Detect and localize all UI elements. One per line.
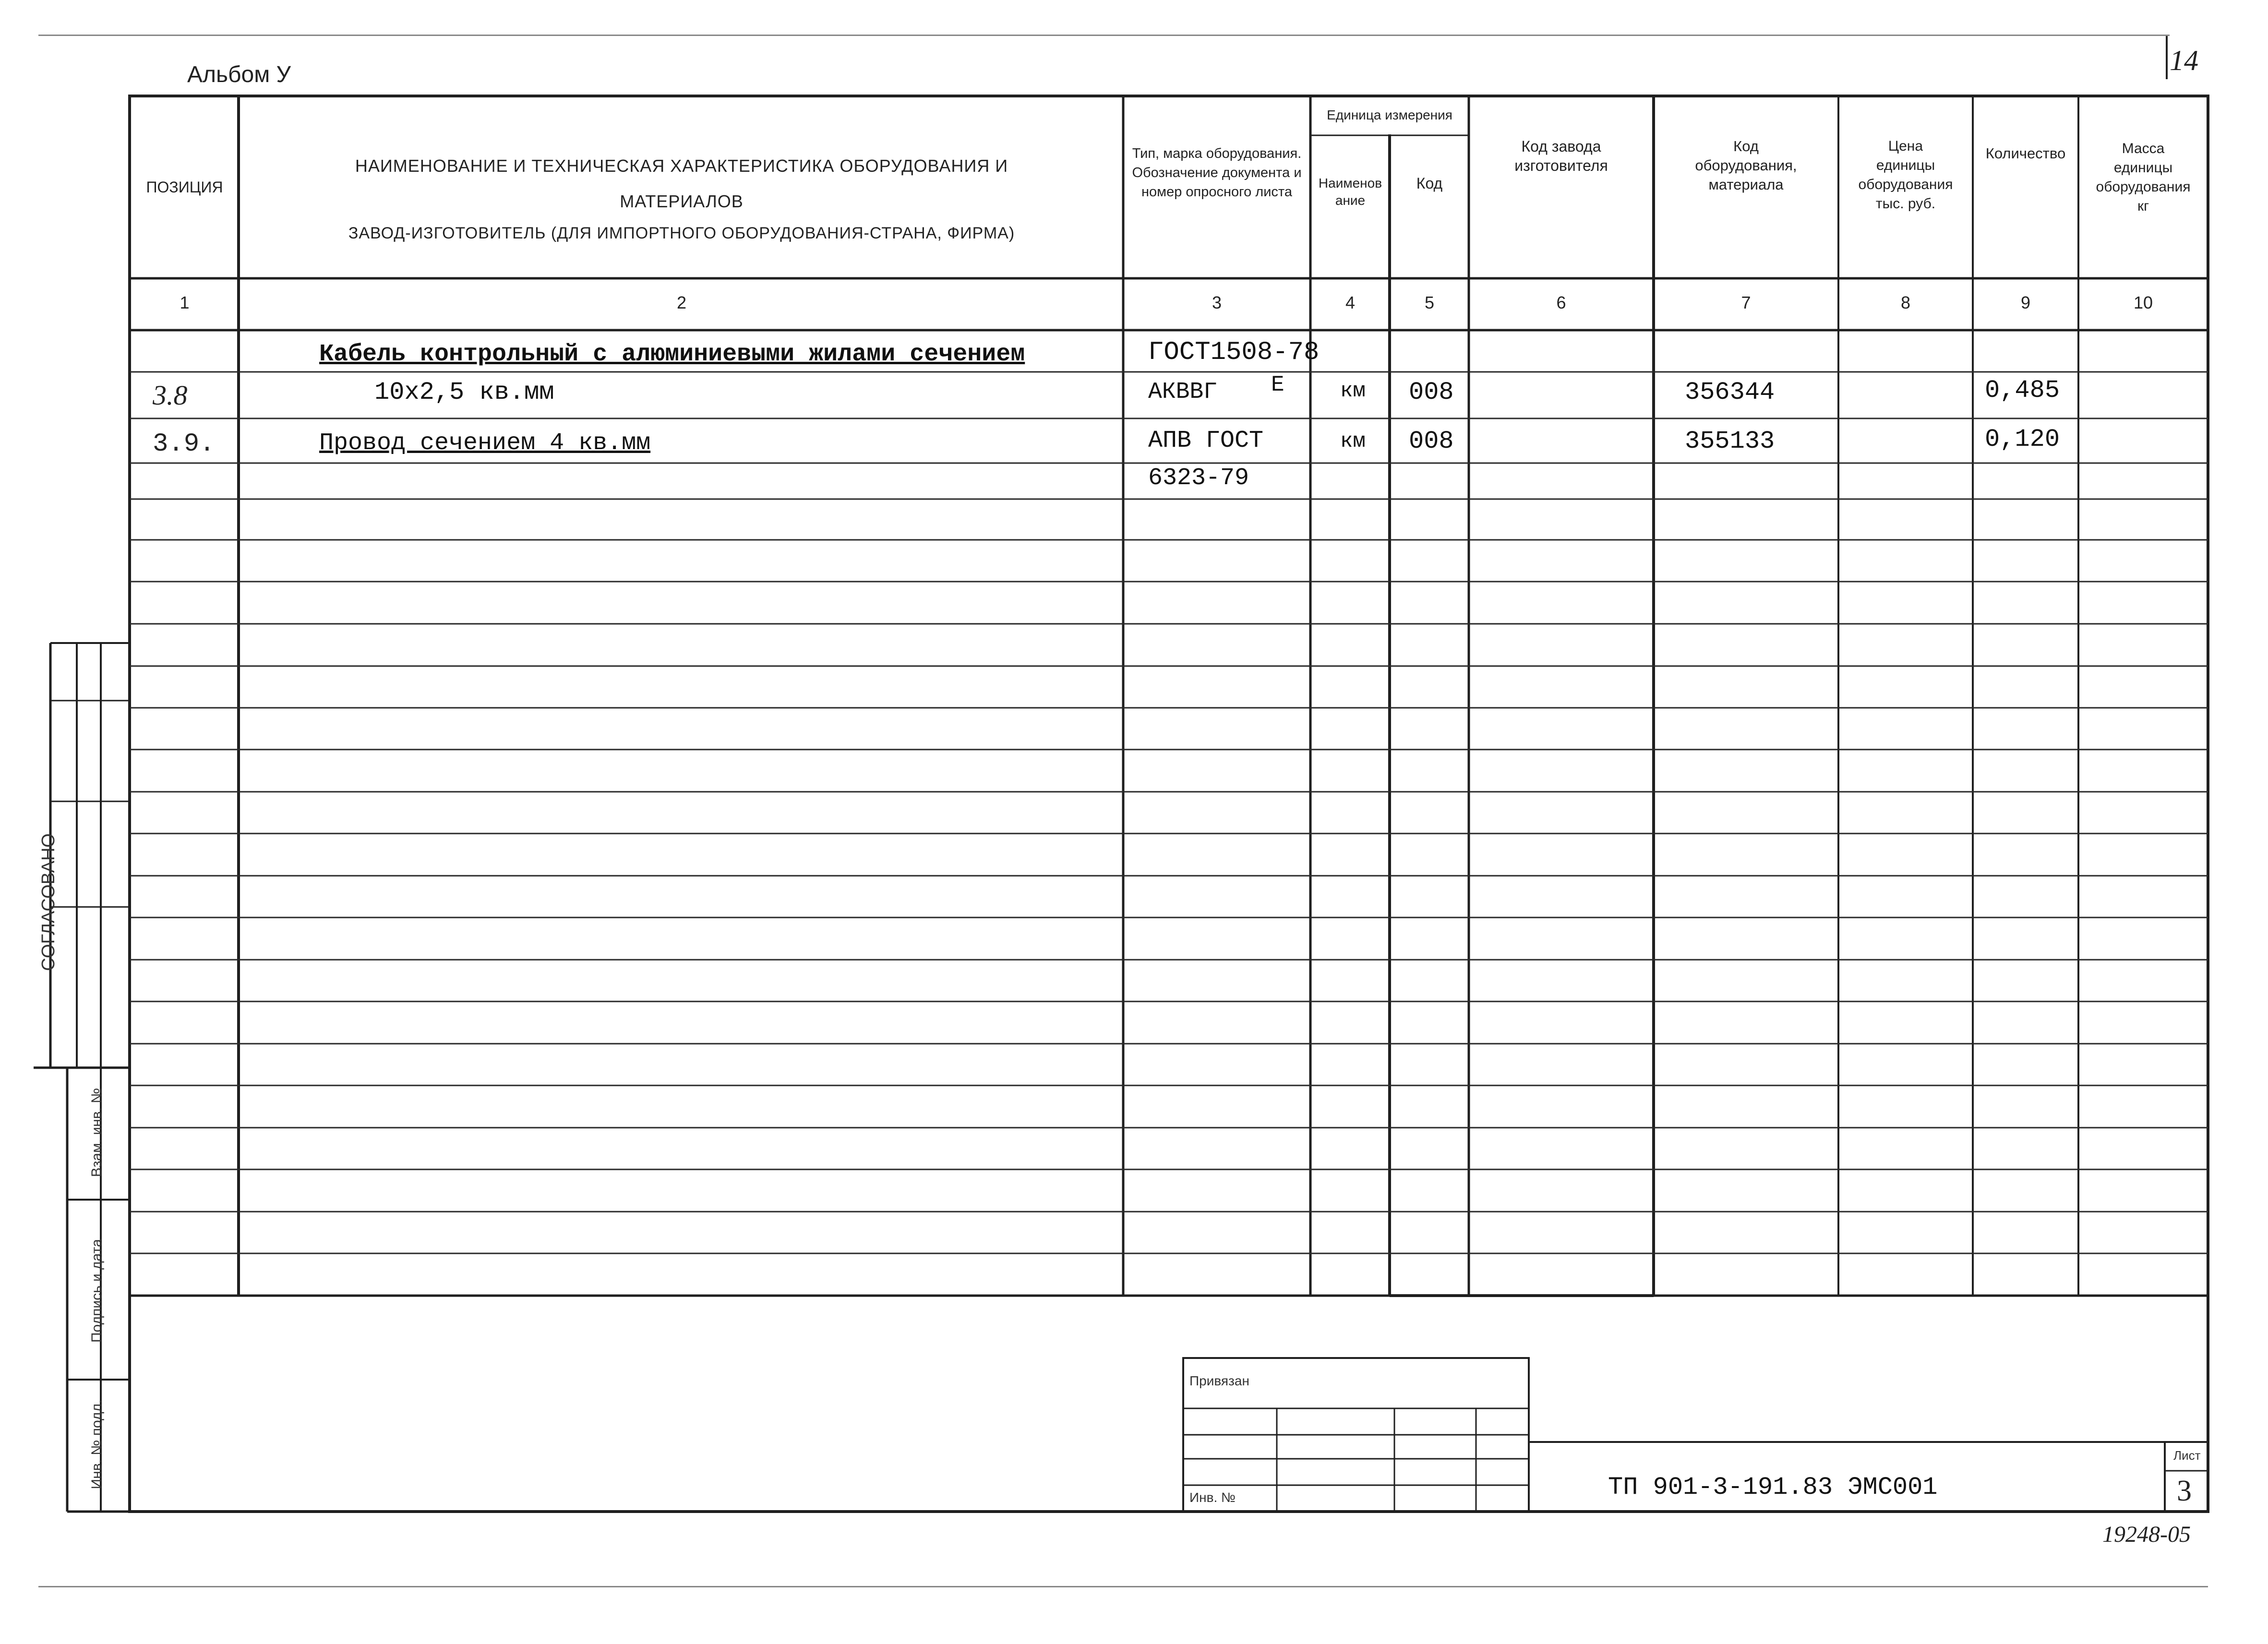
header-col-8: Цена единицы оборудования тыс. руб. (1858, 138, 1953, 212)
header-col-5: Код (1416, 175, 1443, 192)
row-2-type-extra: Е (1271, 372, 1284, 397)
title-block-attached: Привязан (1189, 1373, 1249, 1388)
header-col-2-line-1: НАИМЕНОВАНИЕ И ТЕХНИЧЕСКАЯ ХАРАКТЕРИСТИКА ОБОРУДОВАНИЯ И (355, 156, 1008, 176)
row-2-unit-code: 008 (1409, 378, 1454, 406)
row-3-unit: км (1340, 429, 1366, 453)
side-stamp-sign-date: Подпись и дата (89, 1239, 105, 1343)
sheet-corner-number: 14 (2170, 45, 2198, 76)
row-3-type: АПВ ГОСТ (1148, 427, 1264, 454)
row-2-position: 3.8 (153, 380, 188, 411)
row-1-name: Кабель контрольный с алюминиевыми жилами сечением (319, 341, 1025, 368)
col-number-9: 9 (2020, 293, 2031, 312)
side-stamp-inv-orig: Инв. № подл. (89, 1399, 105, 1489)
row-2-equipment-code: 356344 (1685, 378, 1775, 406)
col-number-4: 4 (1345, 293, 1356, 312)
row-3-equipment-code: 355133 (1685, 427, 1775, 455)
col-number-8: 8 (1900, 293, 1911, 312)
row-4-type: 6323-79 (1148, 465, 1249, 492)
title-block-document-code: ТП 901-3-191.83 ЭМС001 (1608, 1473, 1938, 1501)
col-number-7: 7 (1741, 293, 1751, 312)
row-2-type: АКВВГ (1148, 379, 1218, 405)
header-col-10: Масса единицы оборудования кг (2096, 141, 2191, 214)
header-col-4: Наименование (1318, 176, 1382, 208)
col-number-1: 1 (180, 293, 190, 312)
col-number-6: 6 (1556, 293, 1566, 312)
header-col-9: Количество (1985, 145, 2066, 162)
col-number-5: 5 (1424, 293, 1435, 312)
row-1-type: ГОСТ1508-78 (1148, 338, 1320, 367)
row-2-quantity: 0,485 (1985, 376, 2060, 405)
title-block-sheet-label: Лист (2173, 1448, 2201, 1463)
col-number-3: 3 (1212, 293, 1222, 312)
header-col-3: Тип, марка оборудования. Обозначение документа и номер опросного листа (1132, 146, 1302, 200)
header-unit-group: Единица измерения (1327, 107, 1452, 122)
archive-number: 19248-05 (2102, 1522, 2191, 1547)
title-block-inv-no: Инв. № (1189, 1490, 1236, 1505)
row-3-name: Провод сечением 4 кв.мм (319, 429, 651, 457)
title-block-sheet-number: 3 (2177, 1475, 2192, 1507)
row-3-unit-code: 008 (1409, 427, 1454, 455)
row-2-name: 10х2,5 кв.мм (374, 378, 554, 406)
header-col-2-line-2: МАТЕРИАЛОВ (620, 191, 744, 211)
header-col-1: ПОЗИЦИЯ (146, 179, 223, 196)
album-title: Альбом У (187, 62, 291, 87)
header-col-2-line-3: ЗАВОД-ИЗГОТОВИТЕЛЬ (ДЛЯ ИМПОРТНОГО ОБОРУДОВАНИЯ-СТРАНА, ФИРМА) (348, 224, 1015, 242)
header-col-6: Код завода изготовителя (1514, 138, 1608, 174)
col-number-10: 10 (2133, 293, 2153, 312)
row-2-unit: км (1340, 379, 1366, 403)
header-col-7: Код оборудования, материала (1695, 138, 1797, 193)
row-3-position: 3.9. (153, 429, 215, 459)
side-stamp-agreed: СОГЛАСОВАНО (38, 833, 59, 971)
row-3-quantity: 0,120 (1985, 425, 2060, 453)
side-stamp-inv-swap: Взам. инв. № (89, 1088, 105, 1177)
col-number-2: 2 (676, 293, 687, 312)
